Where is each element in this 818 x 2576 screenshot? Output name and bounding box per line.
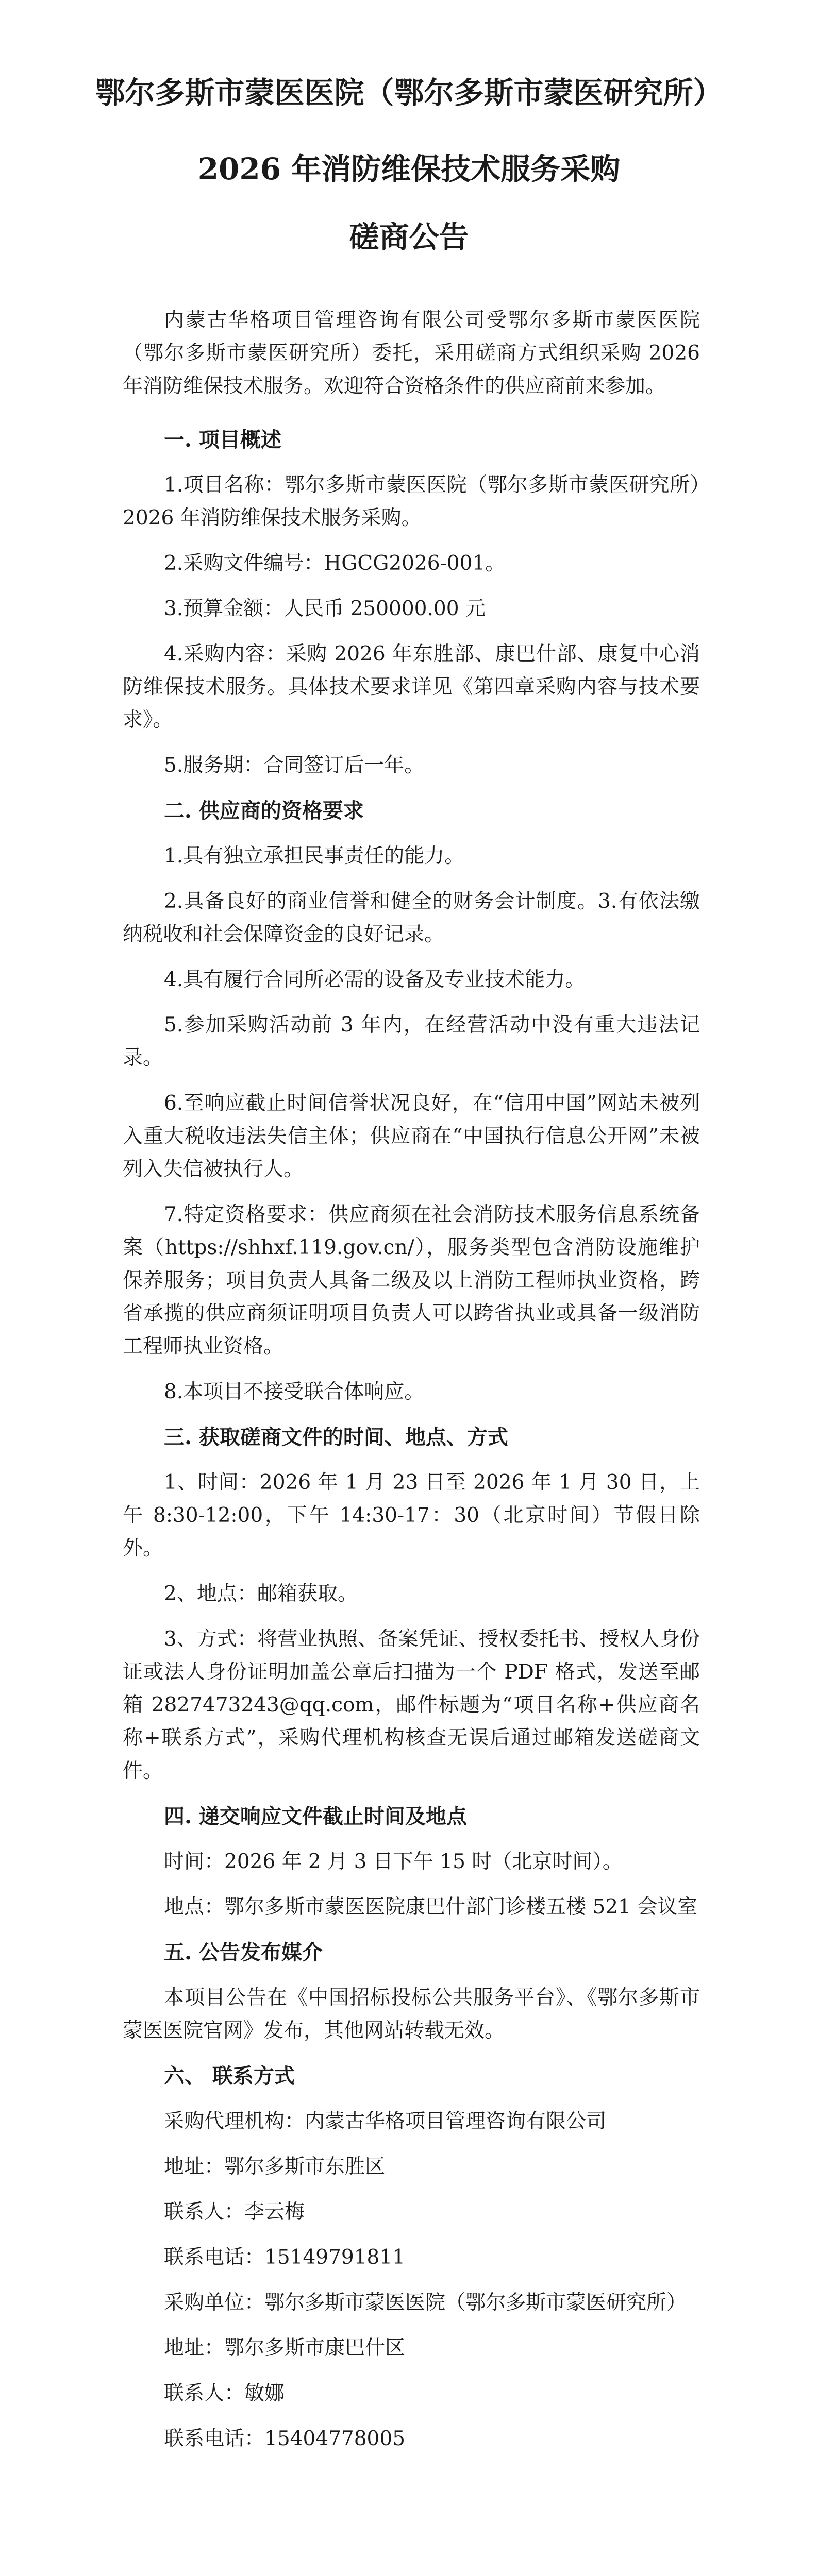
qualification-item: 6.至响应截止时间信誉状况良好，在“信用中国”网站未被列入重大税收违法失信主体；供应商在“中国执行信息公开网”未被列入失信被执行人。	[123, 1092, 700, 1181]
section-heading-deadline: 四. 递交响应文件截止时间及地点	[164, 1804, 467, 1828]
section-heading-contact: 六、 联系方式	[164, 2064, 295, 2088]
contact-item: 联系电话：15149791811	[164, 2246, 405, 2269]
qualification-item: 2.具备良好的商业信誉和健全的财务会计制度。3.有依法缴纳税收和社会保障资金的良好记录。	[123, 890, 700, 946]
overview-item: 2.采购文件编号：HGCG2026-001。	[164, 552, 506, 575]
qualification-item: 5.参加采购活动前 3 年内，在经营活动中没有重大违法记录。	[123, 1013, 700, 1070]
title-line-2: 2026 年消防维保技术服务采购	[197, 151, 621, 187]
obtain-item: 1、时间：2026 年 1 月 23 日至 2026 年 1 月 30 日，上午 8:30-12:00，下午 14:30-17：30（北京时间）节假日除外。	[123, 1471, 700, 1560]
section-heading-media: 五. 公告发布媒介	[164, 1940, 323, 1964]
contact-item: 采购单位：鄂尔多斯市蒙医医院（鄂尔多斯市蒙医研究所）	[164, 2291, 687, 2314]
deadline-item: 时间：2026 年 2 月 3 日下午 15 时（北京时间）。	[164, 1850, 623, 1873]
contact-item: 地址：鄂尔多斯市东胜区	[164, 2155, 386, 2178]
overview-item: 4.采购内容：采购 2026 年东胜部、康巴什部、康复中心消防维保技术服务。具体技术要求详见《第四章采购内容与技术要求》。	[123, 642, 700, 732]
document-body	[123, 304, 700, 2468]
media-item: 本项目公告在《中国招标投标公共服务平台》、《鄂尔多斯市蒙医医院官网》发布，其他网站转载无效。	[123, 1986, 700, 2042]
section-heading-overview: 一. 项目概述	[164, 428, 281, 452]
title-line-1: 鄂尔多斯市蒙医医院（鄂尔多斯市蒙医研究所）	[95, 75, 723, 110]
qualification-item: 7.特定资格要求：供应商须在社会消防技术服务信息系统备案（https://shhxf.119.gov.cn/），服务类型包含消防设施维护保养服务；项目负责人具备二级及以上消防工程师执业资格，跨省承揽的供应商须证明项目负责人可以跨省执业或具备一级消防工程师执业资格。	[123, 1203, 700, 1358]
obtain-item: 3、方式：将营业执照、备案凭证、授权委托书、授权人身份证或法人身份证明加盖公章后扫描为一个 PDF 格式，发送至邮箱 2827473243@qq.com，邮件标题为“项目名称+供应商名称+联系方式”，采购代理机构核查无误后通过邮箱发送磋商文件。	[123, 1628, 700, 1783]
intro-paragraph: 内蒙古华格项目管理咨询有限公司受鄂尔多斯市蒙医医院（鄂尔多斯市蒙医研究所）委托，采用磋商方式组织采购 2026 年消防维保技术服务。欢迎符合资格条件的供应商前来参加。	[123, 309, 700, 398]
qualification-item: 4.具有履行合同所必需的设备及专业技术能力。	[164, 968, 586, 991]
section-heading-obtain-documents: 三. 获取磋商文件的时间、地点、方式	[164, 1425, 508, 1449]
overview-item: 1.项目名称：鄂尔多斯市蒙医医院（鄂尔多斯市蒙医研究所）2026 年消防维保技术服务采购。	[123, 473, 700, 530]
overview-item: 5.服务期：合同签订后一年。	[164, 754, 425, 777]
obtain-item: 2、地点：邮箱获取。	[164, 1582, 358, 1605]
contact-item: 地址：鄂尔多斯市康巴什区	[164, 2336, 406, 2360]
contact-item: 联系电话：15404778005	[164, 2427, 405, 2450]
deadline-item: 地点：鄂尔多斯市蒙医医院康巴什部门诊楼五楼 521 会议室	[164, 1895, 698, 1919]
title-line-3: 磋商公告	[349, 219, 469, 255]
section-heading-qualification: 二. 供应商的资格要求	[164, 799, 364, 823]
qualification-item: 1.具有独立承担民事责任的能力。	[164, 844, 465, 868]
contact-item: 联系人：李云梅	[164, 2200, 305, 2224]
overview-item: 3.预算金额：人民币 250000.00 元	[164, 597, 486, 620]
contact-item: 采购代理机构：内蒙古华格项目管理咨询有限公司	[164, 2110, 607, 2133]
qualification-item: 8.本项目不接受联合体响应。	[164, 1380, 425, 1403]
contact-item: 联系人：敏娜	[164, 2382, 285, 2405]
